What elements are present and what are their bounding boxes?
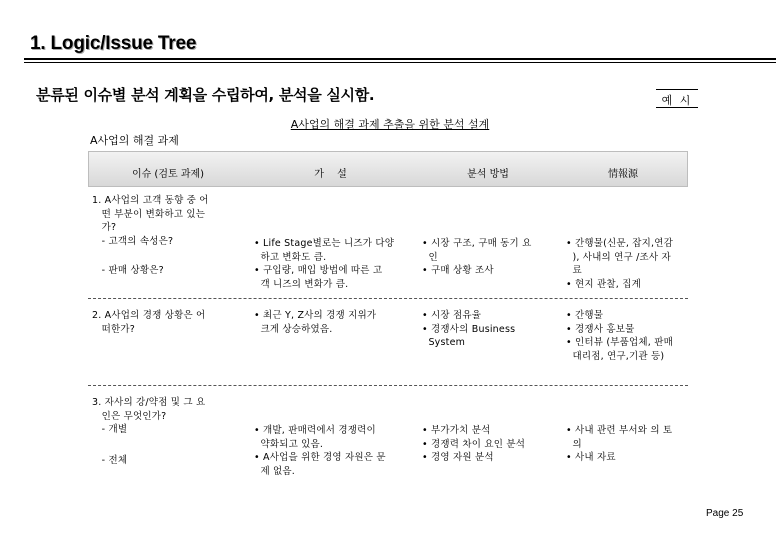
row3-source: • 사내 관련 부서와 의 토 의 • 사내 자료 [566,425,673,463]
row1-source: • 간행물(신문, 잡지,연감 ), 사내의 연구 /조사 자 료 • 현지 관찰, 집계 [566,238,673,290]
row1-method: • 시장 구조, 구매 동기 요 인 • 구매 상황 조사 [422,238,532,276]
page-subtitle: 분류된 이슈별 분석 계획을 수립하여, 분석을 실시함. [36,86,375,104]
row2-issue: 2. A사업의 경쟁 상황은 어 떠한가? [92,310,206,335]
page-title: 1. Logic/Issue Tree [30,33,197,54]
row3-issue-sub: - 전체 [92,455,128,466]
row3-hypothesis: • 개발, 판매력에서 경쟁력이 약화되고 있음. • A사업을 위한 경영 자원은 문 제 없음. [254,425,386,477]
table-title-text: A사업의 해결 과제 추출을 위한 분석 설계 [290,118,490,131]
row1-hypothesis: • Life Stage별로는 니즈가 다양 하고 변화도 큼. • 구입량, 매입 방법에 따른 고 객 니즈의 변화가 큼. [254,238,395,290]
row2-method: • 시장 점유율 • 경쟁사의 Business System [422,310,516,348]
row2-source: • 간행물 • 경쟁사 홍보물 • 인터뷰 (부품업체, 판매 대리점, 연구,기관 등) [566,310,673,362]
page-number: Page 25 [706,508,744,519]
header-issue: 이슈 (검토 과제) [131,169,205,180]
row3-issue: 3. 자사의 강/약점 및 그 요 인은 무엇인가? - 개별 [92,397,206,435]
row-divider [88,385,688,386]
title-rule [24,58,776,60]
row2-hypothesis: • 최근 Y, Z사의 경쟁 지위가 크게 상승하였음. [254,310,377,335]
row-divider [88,298,688,299]
row3-method: • 부가가치 분석 • 경쟁력 차이 요인 분석 • 경영 자원 분석 [422,425,526,463]
header-method: 분석 방법 [467,169,509,180]
row1-issue: 1. A사업의 고객 동향 중 어 떤 부분이 변화하고 있는 가? - 고객의 속성은? [92,195,209,247]
title-rule-thin [24,62,776,63]
header-hypothesis: 가 설 [314,169,352,180]
section-label: A사업의 해결 과제 [90,134,179,147]
table-title [0,116,780,132]
row1-issue-sub: - 판매 상황은? [92,265,164,276]
example-rule-top [656,89,698,90]
example-label: 예 시 [661,94,693,107]
example-rule-bottom [656,107,698,108]
header-source: 情報源 [608,169,638,180]
